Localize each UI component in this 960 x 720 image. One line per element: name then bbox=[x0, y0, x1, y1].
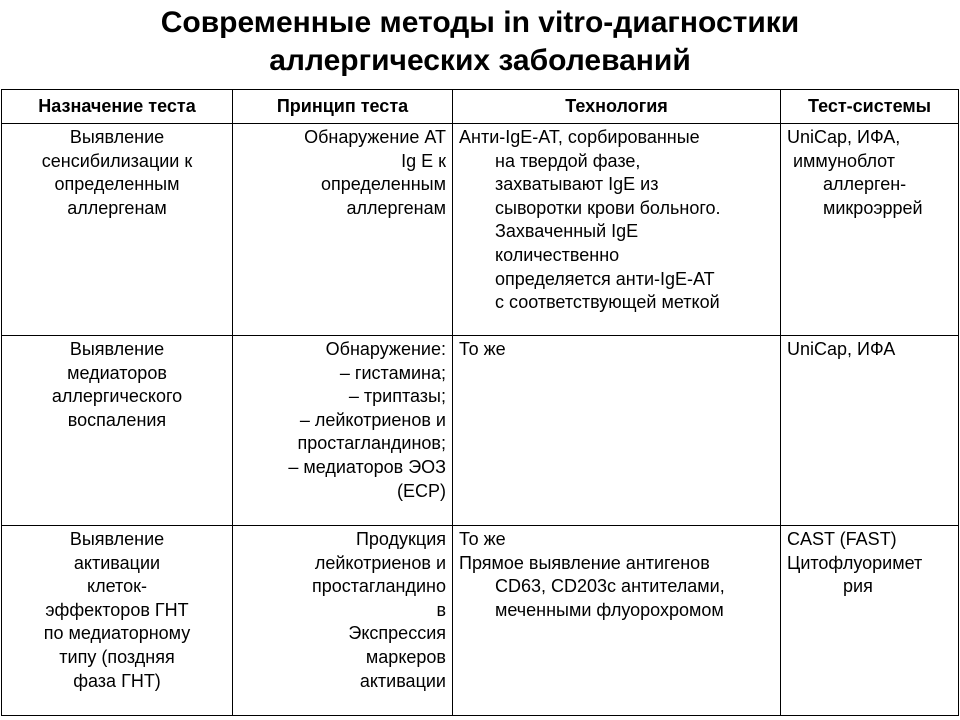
cell-line: Выявление bbox=[69, 339, 165, 359]
slide-title bbox=[0, 4, 960, 80]
cell-line: сенсибилизации к bbox=[41, 150, 193, 171]
cell-line: аллергенам bbox=[67, 197, 167, 218]
cell-line: аллергического bbox=[51, 386, 183, 407]
methods-table bbox=[1, 89, 959, 716]
header-principle: Принцип теста bbox=[233, 90, 453, 124]
cell-line: активации bbox=[73, 552, 161, 573]
title-line-2: аллергических заболеваний bbox=[269, 44, 691, 77]
table-row bbox=[2, 526, 959, 716]
cell-technology bbox=[453, 336, 781, 526]
cell-line: определяется анти-IgE-АТ bbox=[495, 268, 715, 289]
cell-line: UniCap, ИФА bbox=[787, 339, 896, 359]
cell-line: количественно bbox=[495, 244, 620, 265]
cell-line: активации bbox=[359, 670, 446, 691]
cell-systems bbox=[781, 336, 959, 526]
cell-line: – медиаторов ЭОЗ bbox=[288, 456, 446, 477]
cell-systems bbox=[781, 124, 959, 336]
cell-line: маркеров bbox=[365, 646, 446, 667]
header-systems: Тест-системы bbox=[781, 90, 959, 124]
cell-line: Захваченный IgE bbox=[495, 221, 639, 242]
header-purpose: Назначение теста bbox=[2, 90, 233, 124]
cell-line: аллергенам bbox=[346, 197, 446, 218]
cell-line: меченными флуорохромом bbox=[495, 599, 724, 620]
cell-line: (ЕСР) bbox=[397, 480, 446, 501]
cell-purpose bbox=[2, 336, 233, 526]
cell-principle bbox=[233, 526, 453, 716]
cell-line: микроэррей bbox=[823, 197, 923, 218]
cell-line: Прямое выявление антигенов bbox=[459, 552, 710, 573]
title-line-1: Современные методы in vitro-диагностики bbox=[160, 6, 800, 39]
cell-line: захватывают IgE из bbox=[495, 174, 659, 195]
cell-line: рия bbox=[843, 576, 873, 597]
cell-line: типу (поздняя bbox=[59, 646, 175, 667]
cell-line: CD63, CD203c антителами, bbox=[495, 576, 725, 597]
cell-line: простагландинов; bbox=[297, 433, 446, 454]
table-header-row bbox=[2, 90, 959, 124]
cell-line: Экспрессия bbox=[348, 623, 446, 644]
cell-line: UniCap, ИФА, bbox=[787, 127, 901, 147]
cell-line: определенным bbox=[320, 174, 446, 195]
cell-line: CAST (FAST) bbox=[787, 529, 897, 549]
cell-principle bbox=[233, 336, 453, 526]
cell-systems bbox=[781, 526, 959, 716]
cell-purpose bbox=[2, 526, 233, 716]
cell-technology bbox=[453, 124, 781, 336]
cell-line: по медиаторному bbox=[43, 623, 191, 644]
cell-line: клеток- bbox=[87, 576, 147, 597]
cell-line: То же bbox=[459, 339, 506, 359]
cell-line: Обнаружение АТ bbox=[304, 127, 446, 147]
cell-line: Обнаружение: bbox=[325, 339, 446, 359]
cell-line: лейкотриенов и bbox=[314, 552, 446, 573]
cell-line: – гистамина; bbox=[339, 362, 446, 383]
cell-line: Анти-IgE-АТ, сорбированные bbox=[459, 127, 700, 147]
cell-line: Ig E к bbox=[401, 150, 446, 171]
cell-line: Выявление bbox=[69, 127, 165, 147]
cell-line: То же bbox=[459, 529, 506, 549]
cell-line: – лейкотриенов и bbox=[299, 409, 446, 430]
cell-line: с соответствующей меткой bbox=[495, 292, 720, 313]
cell-line: в bbox=[436, 599, 446, 620]
cell-line: эффекторов ГНТ bbox=[45, 599, 189, 620]
cell-line: Выявление bbox=[69, 529, 165, 549]
cell-line: Продукция bbox=[355, 529, 446, 549]
cell-line: аллерген- bbox=[823, 174, 907, 195]
cell-line: иммуноблот bbox=[793, 150, 896, 171]
cell-line: сыворотки крови больного. bbox=[495, 197, 721, 218]
header-technology: Технология bbox=[453, 90, 781, 124]
cell-line: – триптазы; bbox=[348, 386, 446, 407]
cell-line: медиаторов bbox=[67, 362, 167, 383]
table-row bbox=[2, 336, 959, 526]
cell-technology bbox=[453, 526, 781, 716]
cell-line: простагландино bbox=[312, 576, 446, 597]
cell-principle bbox=[233, 124, 453, 336]
cell-line: определенным bbox=[54, 174, 180, 195]
cell-line: воспаления bbox=[67, 409, 167, 430]
cell-line: фаза ГНТ) bbox=[73, 670, 161, 691]
table-row bbox=[2, 124, 959, 336]
cell-line: на твердой фазе, bbox=[495, 150, 641, 171]
cell-purpose bbox=[2, 124, 233, 336]
cell-line: Цитофлуоримет bbox=[787, 552, 923, 573]
